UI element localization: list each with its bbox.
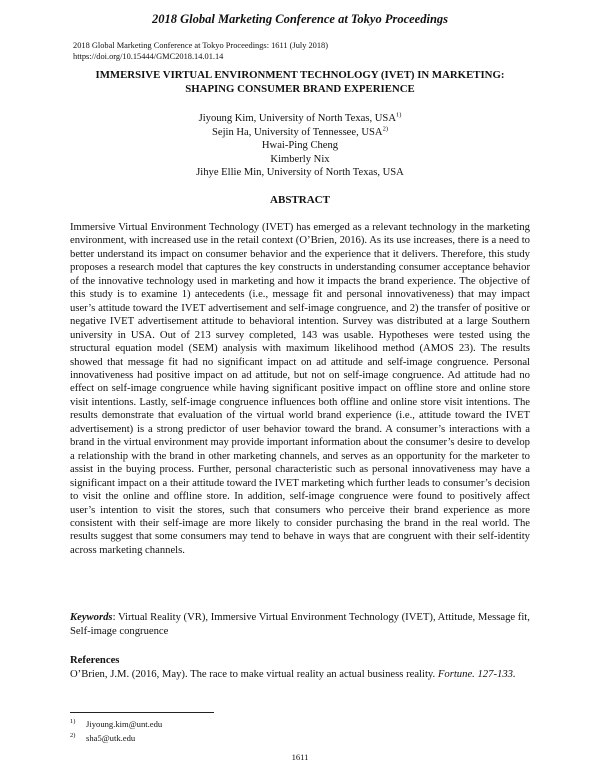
footnote-marker: 2) [70,731,76,739]
author-name: Kimberly Nix [270,153,330,165]
citation-block [73,40,328,62]
footnote [70,716,162,730]
footnotes [70,716,162,744]
reference-text: O’Brien, J.M. (2016, May). The race to make virtual reality an actual business reality. [70,669,438,680]
reference-entry [70,668,542,682]
author-list [0,112,600,180]
footnote-email[interactable]: sha5@utk.edu [86,732,136,743]
abstract-heading: ABSTRACT [270,194,330,206]
citation-line: 2018 Global Marketing Conference at Tokyo Proceedings: 1611 (July 2018) [73,41,329,50]
doi-link[interactable]: https://doi.org/10.15444/GMC2018.14.01.14 [73,52,224,61]
author-name: Jihye Ellie Min, University of North Texas, USA [196,167,404,179]
author-name: Sejin Ha, University of Tennessee, USA [211,126,383,138]
title-line: SHAPING CONSUMER BRAND EXPERIENCE [185,83,415,95]
footnote-email[interactable]: Jiyoung.kim@unt.edu [86,718,163,729]
references-heading: References [70,655,120,666]
author-name: Hwai-Ping Cheng [261,140,339,152]
running-header: 2018 Global Marketing Conference at Tokyo Proceedings [151,12,449,26]
footnote-divider [70,712,214,713]
author-entry [0,166,600,180]
author-entry [0,153,600,167]
keywords-text: : Virtual Reality (VR), Immersive Virtual Environment Technology (IVET), Attitude, Message fit, Self-image congruence [70,612,530,637]
footnote [70,730,162,744]
author-entry [0,139,600,153]
keywords [70,611,530,639]
footnote-marker: 1) [70,718,76,725]
author-entry [0,112,600,126]
page-number: 1611 [291,752,309,762]
paper-title [40,68,560,96]
footnote-marker[interactable]: 2) [382,125,389,133]
title-line: IMMERSIVE VIRTUAL ENVIRONMENT TECHNOLOGY (IVET) IN MARKETING: [95,69,505,81]
keywords-label: Keywords [70,612,113,623]
reference-journal: Fortune. 127-133. [437,669,516,680]
author-name: Jiyoung Kim, University of North Texas, USA [198,113,396,124]
author-entry [0,126,600,140]
footnote-marker[interactable]: 1) [395,111,402,119]
abstract-body: Immersive Virtual Environment Technology (IVET) has emerged as a relevant technology in the marketing environment, with increased use in the retail context (O’Brien, 2016). As its use increases, there is a need to better understand its impact on consumer behavior and the experience that it delivers. Therefore, this study proposes a research model that captures the key constructs in understanding consumer acceptance behavior of the innovative technology used in marketing and how it impacts the brand experience. The objective of this study is to examine 1) antecedents (i.e., message fit and personal innovativeness) that may impact user’s attitude toward the IVET advertisement and self-image congruence, and 2) the transfer of positive or negative IVET advertisement attitude to behavioral intention. Survey was distributed at a large Southern university in USA. Out of 213 survey completed, 143 was usable. Hypotheses were tested using the structural equation model (SEM) analysis with maximum likelihood method (AMOS 23). The results showed that message fit had no significant impact on ad attitude and self-image congruence. Personal innovativeness had positive impact on ad attitude, but not on self-image congruence. Ad attitude had no effect on self-image congruence while having significant positive impact on offline store and online store visit intentions. Lastly, self-image congruence influences both offline and online store visit intentions. The results demonstrate that evaluation of the virtual world brand experience (i.e., attitude toward the IVET advertisement) is a strong predictor of user behavior toward the brand. A consumer’s interactions with a brand in the virtual environment may provide important information about the consumer’s desire to develop a relationship with the brand in other marketing channels, and serves as an opportunity for the marketer to assist in the buying process. Further, personal characteristic such as personal innovativeness may have a significant impact on a their attitude toward the IVET marketing which further leads to consumer’s decision to visit the online and offline store. In addition, self-image congruence were found to positively affect user’s intention to visit the stores, such that consumers who perceive their brand experience as more consistent with their self-image are more likely to consider purchasing the brand in the real world. The results suggest that some consumers may tend to behave in ways that are congruent with their self-identity across marketing channels. [70,222,530,556]
